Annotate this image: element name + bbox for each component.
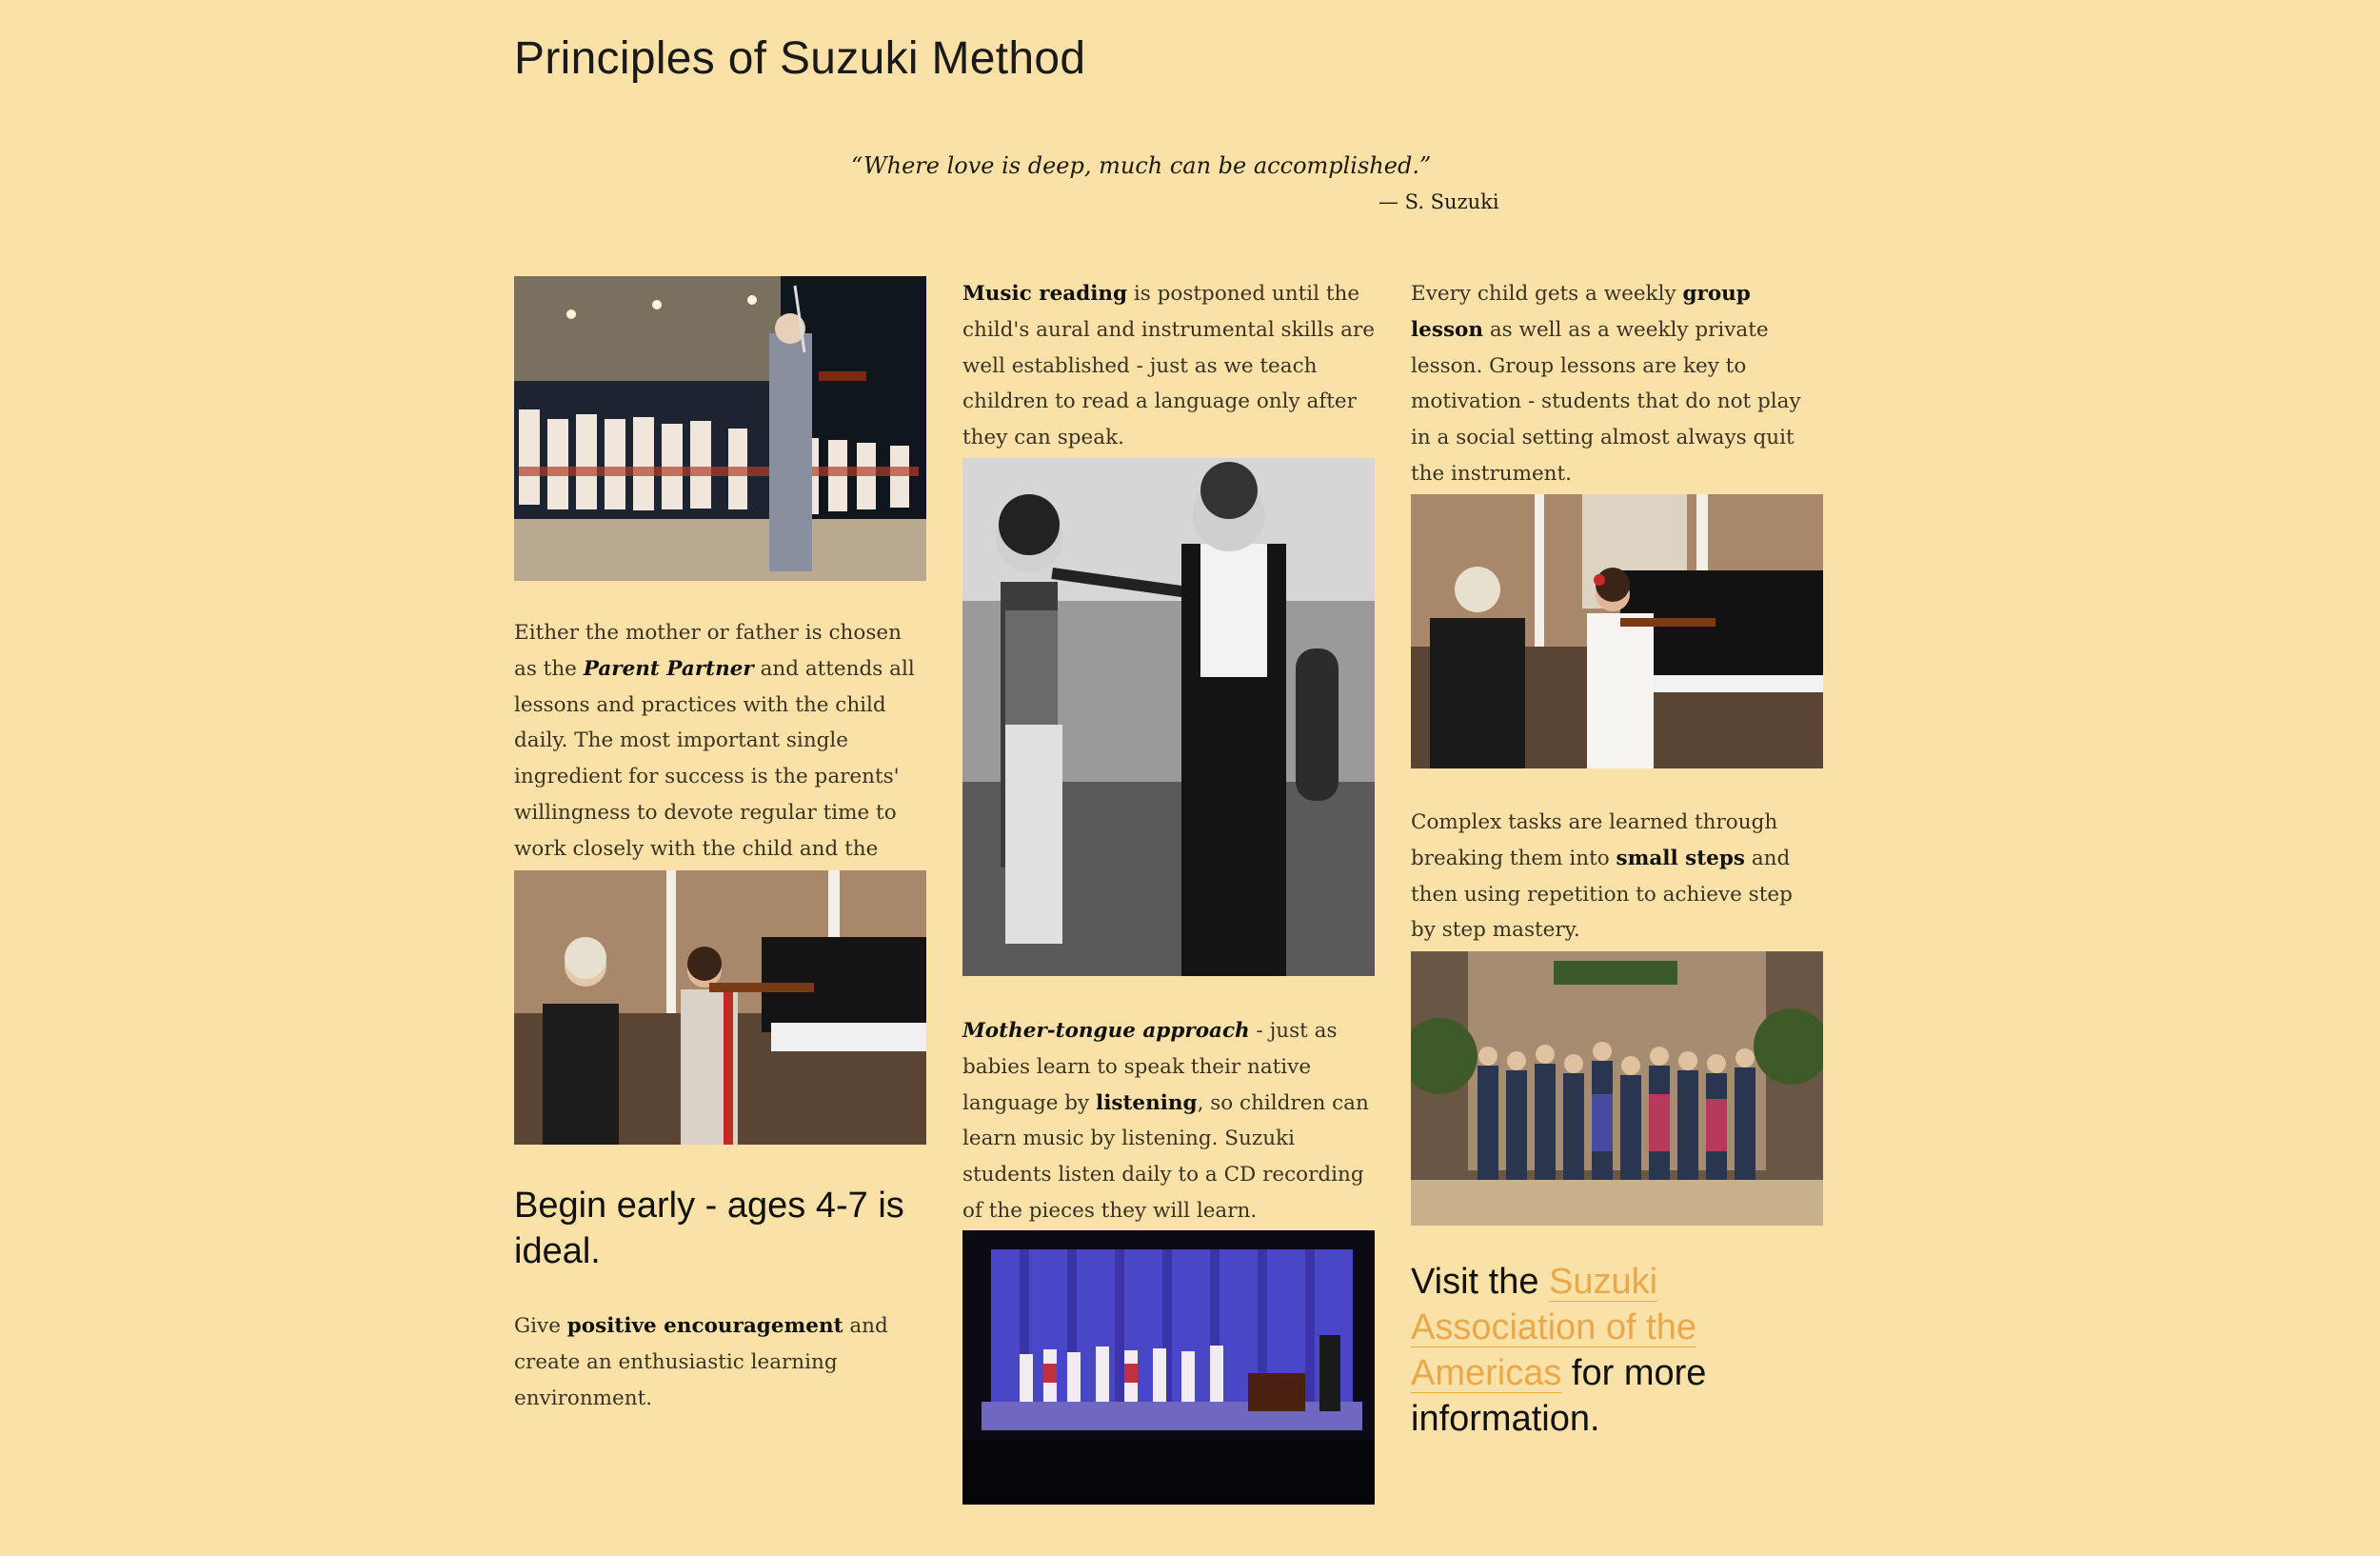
mother-tongue-text	[962, 1013, 1375, 1229]
text-segment: and then using repetition to achieve step by step mastery.	[1411, 846, 1793, 943]
text-segment: Every child gets a weekly	[1411, 282, 1683, 306]
text-segment: - just as babies learn to speak their native language by	[962, 1019, 1338, 1115]
text-segment: for more information.	[1411, 1353, 1707, 1439]
listening-emphasis: listening	[1096, 1090, 1198, 1115]
suzuki-association-link[interactable]: Suzuki Association of the Americas	[1411, 1262, 1696, 1393]
photo-stage-performance	[962, 1230, 1375, 1505]
positive-encouragement-emphasis: positive encouragement	[566, 1314, 843, 1338]
text-segment: Complex tasks are learned through breaking them into	[1411, 810, 1778, 870]
page-title: Principles of Suzuki Method	[514, 33, 1086, 84]
begin-early-heading: Begin early - ages 4-7 is ideal.	[514, 1186, 904, 1271]
mother-tongue-emphasis: Mother-tongue approach	[962, 1019, 1250, 1043]
text-segment: as well as a weekly private lesson. Group lessons are key to motivation - students that do not play in a social setting almost always quit the instrument.	[1411, 317, 1801, 486]
text-segment: and attends all lessons and practices with the child daily. The most important single ingredient for success is the parents' willingness to devote regular time to work closely with the child and the	[514, 656, 915, 861]
quote-author: — S. Suzuki	[1378, 190, 1499, 213]
group-lesson-text	[1411, 276, 1823, 492]
photo-boy-and-suzuki	[962, 458, 1375, 976]
photo-suzuki-conducting	[514, 276, 926, 581]
text-segment: Either the mother or father is chosen as the	[514, 621, 902, 681]
music-reading-emphasis: Music reading	[962, 282, 1128, 306]
photo-girl-white-dress-violin	[1411, 494, 1823, 768]
small-steps-emphasis: small steps	[1616, 846, 1745, 870]
text-segment: is postponed until the child's aural and instrumental skills are well established - just as we teach children to read a language only after they can speak.	[962, 282, 1375, 450]
text-segment: Visit the	[1411, 1262, 1550, 1302]
music-reading-text	[962, 276, 1375, 456]
parent-partner-emphasis: Parent Partner	[583, 656, 754, 681]
suzuki-quote: “Where love is deep, much can be accomplished.”	[851, 152, 1432, 179]
text-segment: , so children can learn music by listening. Suzuki students listen daily to a CD recording of the pieces they will learn.	[962, 1090, 1369, 1223]
positive-encouragement-text	[514, 1308, 926, 1416]
text-segment: and create an enthusiastic learning environment.	[514, 1314, 888, 1410]
photo-group-students-violins	[1411, 951, 1823, 1226]
parent-partner-text	[514, 615, 926, 903]
photo-girl-violin-piano	[514, 870, 926, 1145]
visit-association-heading	[1411, 1259, 1823, 1442]
small-steps-text	[1411, 805, 1823, 948]
text-segment: Give	[514, 1314, 567, 1338]
group-lesson-emphasis: group lesson	[1411, 282, 1751, 342]
